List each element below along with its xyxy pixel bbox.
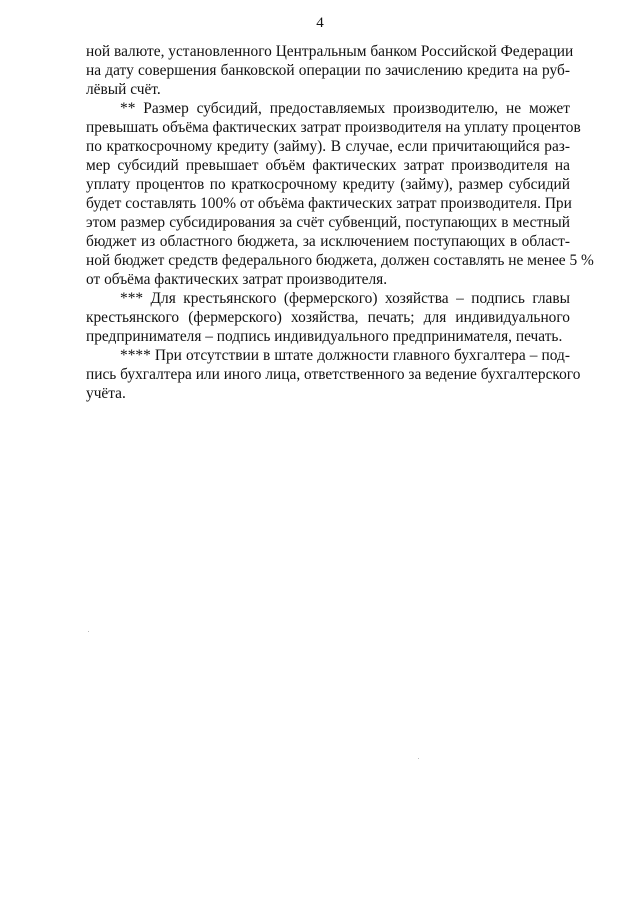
text-line: предпринимателя – подпись индивидуального предпринимателя, печать.	[86, 328, 563, 345]
text-line: ** Размер субсидий, предоставляемых производителю, не может	[120, 100, 570, 117]
text-line: на дату совершения банковской операции по зачислению кредита на руб-	[86, 62, 570, 79]
text-line: лёвый счёт.	[86, 81, 161, 98]
text-line: учёта.	[86, 385, 126, 402]
text-line: будет составлять 100% от объёма фактических затрат производителя. При	[86, 195, 572, 212]
scan-speck	[418, 758, 419, 759]
footnote-continuation	[86, 42, 574, 99]
text-line: **** При отсутствии в штате должности главного бухгалтера – под-	[120, 347, 570, 364]
text-line: превышать объёма фактических затрат производителя на уплату процентов	[86, 119, 581, 136]
text-line: этом размер субсидирования за счёт субвенций, поступающих в местный	[86, 214, 570, 231]
text-line: мер субсидий превышает объём фактических затрат производителя на	[86, 157, 570, 174]
footnote-quadruple-asterisk	[86, 346, 581, 403]
text-line: бюджет из областного бюджета, за исключением поступающих в област-	[86, 233, 570, 250]
footnote-triple-asterisk	[86, 289, 570, 346]
text-line: крестьянского (фермерского) хозяйства, печать; для индивидуального	[86, 309, 570, 326]
footnote-double-asterisk	[86, 99, 594, 289]
text-line: от объёма фактических затрат производителя.	[86, 271, 388, 288]
text-line: *** Для крестьянского (фермерского) хозяйства – подпись главы	[120, 290, 570, 307]
text-line: ной валюте, установленного Центральным банком Российской Федерации	[86, 43, 574, 60]
scan-speck	[88, 631, 89, 632]
text-line: ной бюджет средств федерального бюджета, должен составлять не менее 5 %	[86, 252, 594, 269]
page-number: 4	[316, 15, 324, 31]
text-line: уплату процентов по краткосрочному кредиту (займу), размер субсидий	[86, 176, 570, 193]
document-body	[86, 42, 594, 403]
text-line: по краткосрочному кредиту (займу). В случае, если причитающийся раз-	[86, 138, 570, 155]
text-line: пись бухгалтера или иного лица, ответственного за ведение бухгалтерского	[86, 366, 581, 383]
